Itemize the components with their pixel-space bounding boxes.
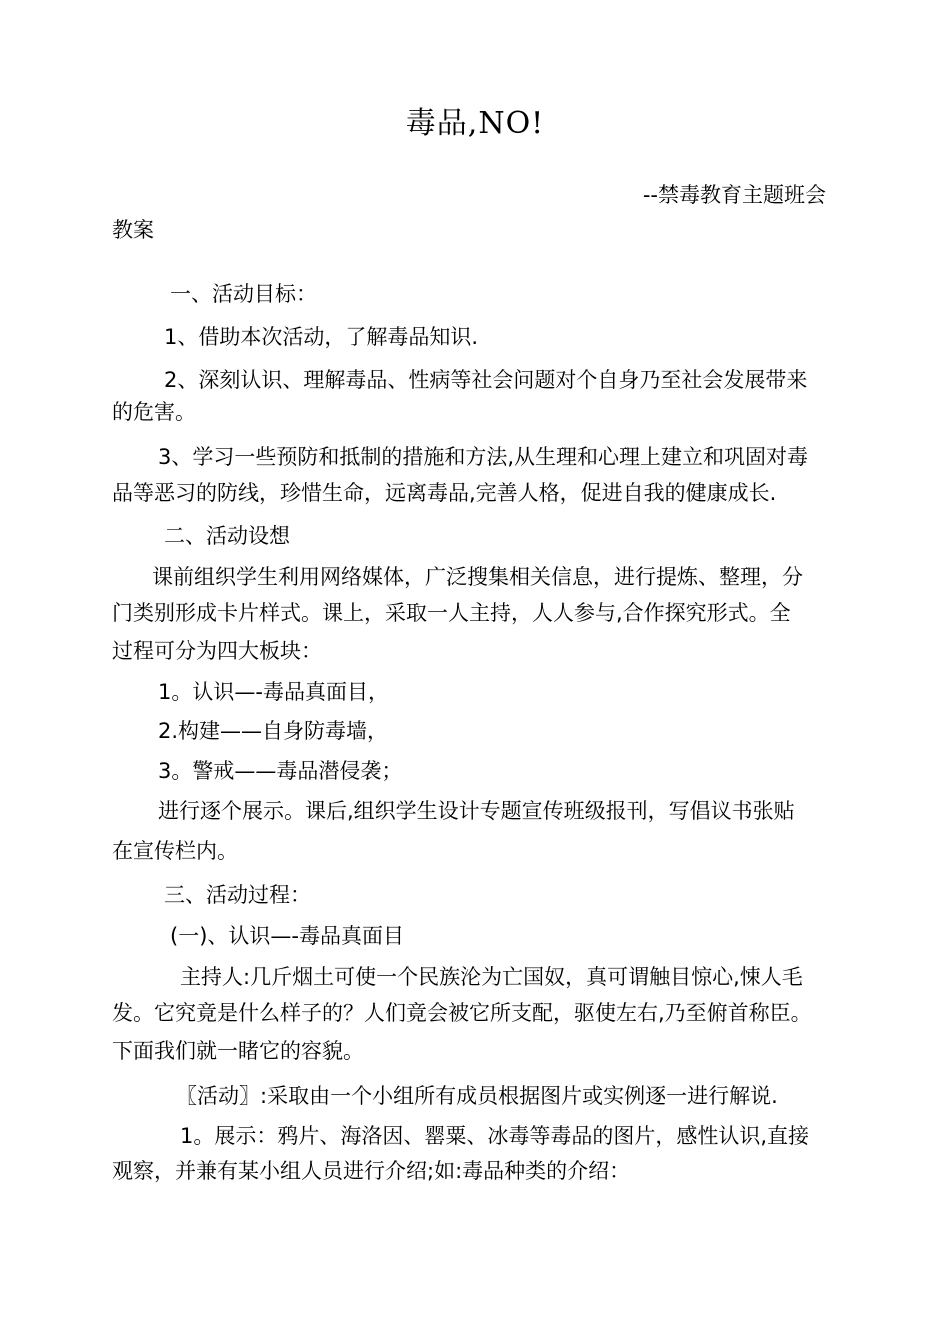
plan-closing-line-1: 进行逐个展示。课后,组织学生设计专题宣传班级报刊，写倡议书张贴 bbox=[158, 799, 795, 823]
subtitle-continuation: 教案 bbox=[112, 218, 154, 242]
document-subtitle: --禁毒教育主题班会 bbox=[642, 183, 826, 207]
goal-item-2: 2、深刻认识、理解毒品、性病等社会问题对个自身乃至社会发展带来 bbox=[164, 368, 808, 392]
plan-paragraph-line-1: 课前组织学生利用网络媒体，广泛搜集相关信息，进行提炼、整理，分 bbox=[152, 565, 803, 589]
goal-item-1: 1、借助本次活动，了解毒品知识. bbox=[164, 325, 479, 349]
host-paragraph-line-3: 下面我们就一睹它的容貌。 bbox=[112, 1039, 364, 1063]
section-heading-process: 三、活动过程： bbox=[164, 883, 311, 907]
plan-paragraph-line-2: 门类别形成卡片样式。课上，采取一人主持，人人参与,合作探究形式。全 bbox=[112, 601, 791, 625]
section-heading-goals: 一、活动目标： bbox=[170, 282, 317, 306]
document-title: 毒品,NO! bbox=[405, 106, 545, 141]
goal-item-3: 3、学习一些预防和抵制的措施和方法,从生理和心理上建立和巩固对毒 bbox=[158, 445, 809, 469]
activity-note: 〖活动〗:采取由一个小组所有成员根据图片或实例逐一进行解说. bbox=[176, 1084, 778, 1108]
goal-item-2-cont: 的危害。 bbox=[112, 400, 196, 424]
host-paragraph-line-2: 发。它究竟是什么样子的？人们竟会被它所支配，驱使左右,乃至俯首称臣。 bbox=[112, 1001, 812, 1025]
plan-paragraph-line-3: 过程可分为四大板块： bbox=[112, 639, 322, 663]
display-item-line-2: 观察，并兼有某小组人员进行介绍;如:毒品种类的介绍： bbox=[112, 1159, 631, 1183]
host-paragraph-line-1: 主持人:几斤烟土可使一个民族沦为亡国奴，真可谓触目惊心,悚人毛 bbox=[180, 965, 803, 989]
plan-closing-line-2: 在宣传栏内。 bbox=[112, 839, 238, 863]
plan-item-1: 1。认识—-毒品真面目， bbox=[158, 680, 389, 704]
display-item-line-1: 1。展示：鸦片、海洛因、罂粟、冰毒等毒品的图片，感性认识,直接 bbox=[180, 1124, 810, 1148]
subsection-heading-1: (一)、认识—-毒品真面目 bbox=[170, 924, 404, 948]
section-heading-plan: 二、活动设想 bbox=[164, 524, 290, 548]
goal-item-3-cont: 品等恶习的防线，珍惜生命，远离毒品,完善人格，促进自我的健康成长. bbox=[112, 481, 777, 505]
plan-item-2: 2.构建——自身防毒墙， bbox=[158, 719, 389, 743]
plan-item-3: 3。警戒——毒品潜侵袭； bbox=[158, 759, 403, 783]
